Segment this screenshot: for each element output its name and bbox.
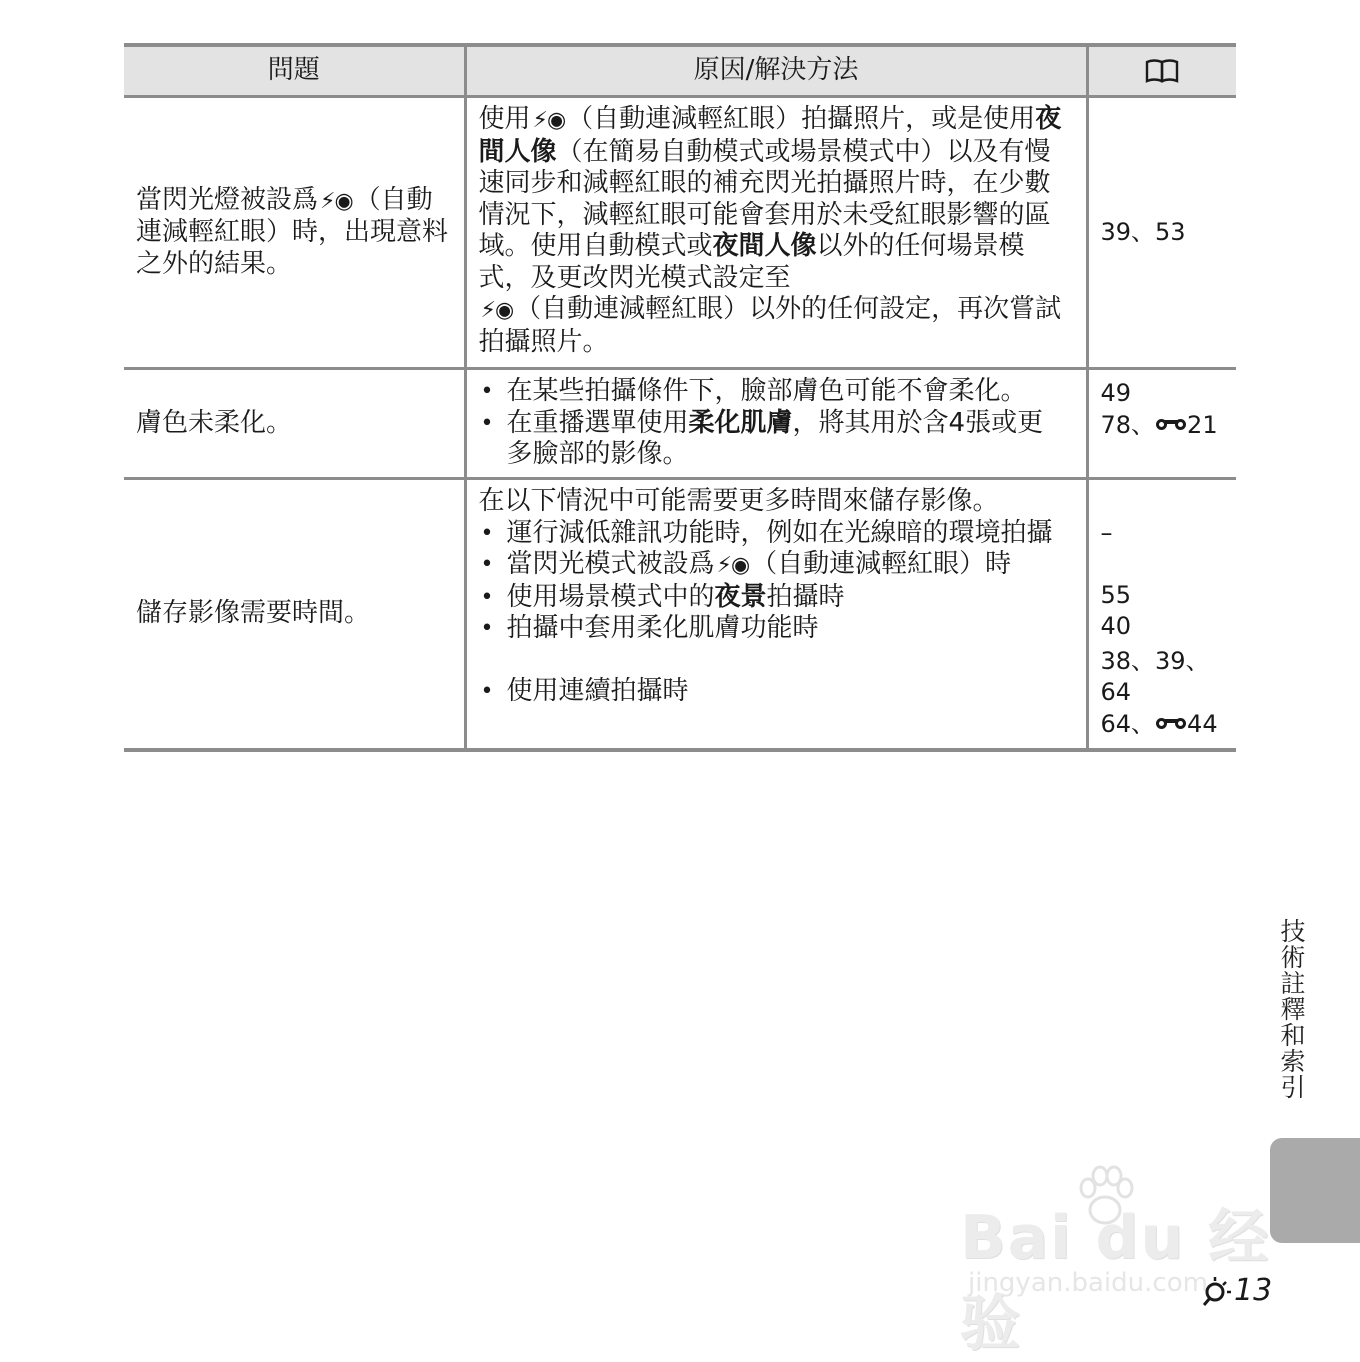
- watermark-logo: Bai du 经验: [960, 1203, 1271, 1359]
- list-item-text: 使用場景模式中的: [506, 581, 715, 612]
- list-item: [479, 518, 1068, 550]
- issue-text: 儲存影像需要時間。: [136, 598, 371, 628]
- reference-line[interactable]: [1101, 611, 1229, 643]
- header-reference: [1087, 45, 1236, 97]
- list-item: [479, 676, 1068, 708]
- list-item: [479, 408, 1068, 471]
- binocular-icon: [1156, 416, 1186, 434]
- reference-pages: 21: [1187, 410, 1218, 439]
- solution-cell: [465, 369, 1087, 479]
- issue-cell: [124, 369, 465, 479]
- solution-text: （自動連減輕紅眼）拍攝照片，或是使用: [567, 104, 1036, 134]
- reference-pages: 64、: [1100, 709, 1156, 738]
- list-item-text: 在某些拍攝條件下，臉部膚色可能不會柔化。: [506, 376, 1027, 406]
- list-item: [479, 376, 1068, 408]
- reference-line[interactable]: [1101, 378, 1229, 410]
- book-icon: [1145, 58, 1179, 84]
- flash-red-eye-icon: ⚡◉: [716, 553, 750, 578]
- issue-text: 當閃光燈被設爲: [136, 184, 319, 215]
- menu-option-name: 柔化肌膚: [688, 407, 793, 438]
- solution-cell: [465, 97, 1087, 369]
- reference-line[interactable]: [1101, 677, 1229, 709]
- scene-mode-name: 夜間人像: [712, 231, 817, 261]
- reference-pages[interactable]: 39、53: [1100, 217, 1186, 246]
- list-item-text: 當閃光模式被設爲: [506, 549, 715, 579]
- scene-mode-name: 夜景: [714, 581, 767, 612]
- header-issue: 問題: [124, 45, 465, 97]
- issue-cell: [124, 479, 465, 750]
- list-item-text: （自動連減輕紅眼）時: [751, 549, 1012, 579]
- solution-text: 使用: [478, 104, 531, 134]
- header-solution: 原因/解決方法: [465, 45, 1087, 97]
- reference-line[interactable]: [1101, 518, 1229, 550]
- binocular-icon: [1156, 715, 1186, 733]
- reference-cell: [1087, 369, 1236, 479]
- reference-line[interactable]: [1101, 580, 1229, 612]
- list-item-text: ，將其用於含4張或更多臉部的影像。: [506, 407, 1044, 469]
- reference-line[interactable]: [1101, 709, 1229, 741]
- scene-mode-name: 夜間人像: [478, 104, 1062, 167]
- reference-cell: [1087, 479, 1236, 750]
- reference-pages: 44: [1187, 709, 1218, 738]
- list-item-text: 使用連續拍攝時: [506, 675, 689, 706]
- solution-intro: 在以下情況中可能需要更多時間來儲存影像。: [478, 486, 999, 516]
- reference-pages: 49: [1100, 379, 1132, 407]
- solution-text: 以外的任何場景模式，及更改閃光模式設定至: [478, 231, 1025, 293]
- list-item-text: 拍攝中套用柔化肌膚功能時: [506, 613, 819, 643]
- reference-line[interactable]: [1101, 646, 1229, 678]
- reference-pages: 38、39、: [1100, 646, 1210, 675]
- list-item: [479, 549, 1068, 582]
- reference-pages: 64: [1100, 678, 1132, 706]
- section-title: 技術註釋和索引: [1277, 918, 1306, 1100]
- watermark-url: jingyan.baidu.com: [968, 1268, 1208, 1298]
- issue-text: （自動連減輕紅眼）時，出現意料之外的結果。: [136, 184, 449, 279]
- issue-cell: [124, 97, 465, 369]
- reference-line[interactable]: [1101, 410, 1229, 442]
- section-tab[interactable]: [1270, 1138, 1360, 1243]
- reference-pages: 40: [1100, 612, 1132, 640]
- reference-pages: 78、: [1100, 410, 1156, 439]
- list-item-text: 拍攝時: [766, 581, 845, 612]
- solution-text: （在簡易自動模式或場景模式中）以及有慢速同步和減輕紅眼的補充閃光拍攝照片時，在少數情況下，減輕紅眼可能會套用於未受紅眼影響的區域。使用自動模式或: [478, 136, 1051, 261]
- solution-cell: [465, 479, 1087, 750]
- table-header-row: [124, 45, 1236, 97]
- tips-icon: [1200, 1274, 1234, 1308]
- flash-red-eye-icon: ⚡◉: [480, 298, 514, 323]
- reference-pages: –: [1100, 519, 1113, 547]
- list-item: [479, 582, 1068, 614]
- issue-text: 膚色未柔化。: [136, 407, 293, 438]
- list-item: [479, 613, 1068, 645]
- list-item-text: 運行減低雜訊功能時，例如在光線暗的環境拍攝: [506, 517, 1053, 548]
- solution-list: [479, 518, 1068, 708]
- list-item-text: 在重播選單使用: [506, 407, 689, 438]
- flash-red-eye-icon: ⚡◉: [532, 108, 566, 133]
- table-row: [124, 97, 1236, 369]
- page-number: [1200, 1273, 1272, 1308]
- troubleshooting-table: [124, 43, 1236, 752]
- solution-list: [479, 376, 1068, 471]
- reference-pages: 55: [1100, 580, 1132, 609]
- table-row: [124, 369, 1236, 479]
- reference-cell: [1087, 97, 1236, 369]
- table-row: [124, 479, 1236, 750]
- paw-icon: [1070, 1160, 1140, 1230]
- solution-text: （自動連減輕紅眼）以外的任何設定，再次嘗試拍攝照片。: [478, 294, 1062, 357]
- flash-red-eye-icon: ⚡◉: [320, 188, 353, 214]
- page-number-text: 13: [1234, 1273, 1273, 1308]
